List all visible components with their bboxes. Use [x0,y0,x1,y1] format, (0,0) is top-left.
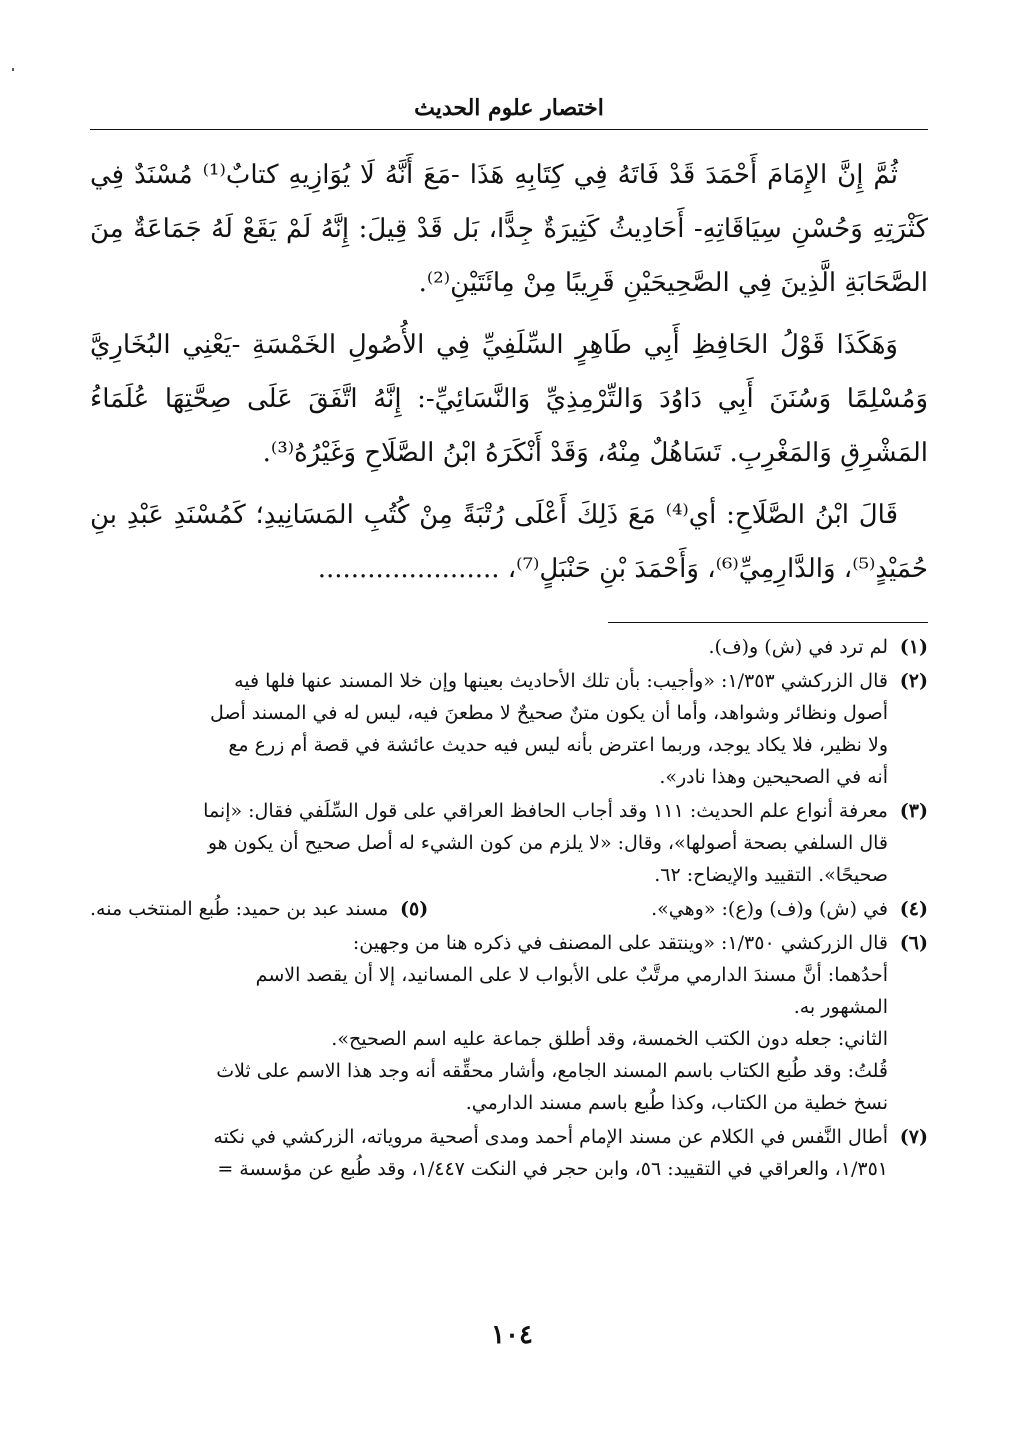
footnote-5 [90,893,428,925]
footnote-3 [90,795,928,891]
footnote-text [90,1121,888,1185]
footnote-line: نسخ خطية من الكتاب، وكذا طُبع باسم مسند الدارمي. [465,1092,888,1114]
footnote-line: ١/٣٥١، والعراقي في التقييد: ٥٦، وابن حجر في النكت ١/٤٤٧، وقد طُبع عن مؤسسة = [217,1158,888,1180]
footnote-text: لم ترد في (ش) و(ف). [708,636,888,658]
footnote-number: (٥) [400,898,429,920]
footnote-line: المشهور به. [793,996,888,1018]
footnote-separator [608,622,928,623]
footnote-1 [90,631,928,663]
footnote-line: قُلتُ: وقد طُبع الكتاب باسم المسند الجامع، وأشار محقِّقه أنه وجد هذا الاسم على ثلاث [216,1060,888,1082]
footnote-4 [651,893,928,925]
footnote-number: (٣) [899,800,928,822]
footnote-line: أطال النَّفس في الكلام عن مسند الإمام أحمد ومدى أصحية مروياته، الزركشي في نكته [213,1126,888,1148]
footnote-number: (٦) [899,932,928,954]
footnote-number: (٧) [899,1126,928,1148]
footnote-text: مسند عبد بن حميد: طُبع المنتخب منه. [90,898,389,920]
footnote-line: أنه في الصحيحين وهذا نادر». [659,766,888,788]
footnote-line: قال الزركشي ١/٣٥٠: «وينتقد على المصنف في ذكره هنا من وجهين: [352,932,888,954]
footnote-text: في (ش) و(ف) و(ع): «وهي». [651,898,888,920]
footnote-text [90,927,888,1119]
footnote-line: قال السلفي بصحة أصولها»، وقال: «لا يلزم من كون الشيء له أصل صحيح أن يكون هو [207,832,888,854]
main-paragraph: قَالَ ابْنُ الصَّلَاحِ: أي⁽⁴⁾ مَعَ ذَلِكَ أَعْلَى رُتْبَةً مِنْ كُتُبِ المَسَانِيدِ؛ كَمُسْنَدِ عَبْدِ بنِ حُمَيْدٍ⁽⁵⁾، وَالدَّارِمِيِّ⁽⁶⁾، وَأَحْمَدَ بْنِ حَنْبَلٍ⁽⁷⁾، ...................... [90,500,928,584]
footnote-7 [90,1121,928,1185]
main-text [90,148,928,596]
footnote-6 [90,927,928,1119]
scan-speck [12,68,14,71]
main-paragraph: وَهَكَذَا قَوْلُ الحَافِظِ أَبِي طَاهِرٍ السِّلَفِيِّ فِي الأُصُولِ الخَمْسَةِ -يَعْنِي البُخَارِيَّ وَمُسْلِمًا وَسُنَنَ أَبِي دَاوُدَ وَالتِّرْمِذِيِّ وَالنَّسَائِيِّ-: إِنَّهُ اتَّفَقَ عَلَى صِحَّتِهَا عُلَمَاءُ المَشْرِقِ وَالمَغْرِبِ. تَسَاهُلٌ مِنْهُ، وَقَدْ أَنْكَرَهُ ابْنُ الصَّلَاحِ وَغَيْرُهُ⁽³⁾. [90,330,928,468]
footnote-2 [90,665,928,793]
footnote-text [90,795,888,891]
page-number: ١٠٤ [491,1320,533,1350]
footnote-line: أصول ونظائر وشواهد، وأما أن يكون متنٌ صحيحٌ لا مطعنَ فيه، ليس له في المسند أصل [209,702,888,724]
footnote-line: الثاني: جعله دون الكتب الخمسة، وقد أطلق جماعة عليه اسم الصحيح». [331,1028,888,1050]
footnote-text [90,665,888,793]
footnote-line: صحيحًا». التقييد والإيضاح: ٦٢. [654,864,888,886]
footnote-line: ولا نظير، فلا يكاد يوجد، وربما اعترض بأنه ليس فيه حديث عائشة في قصة أم زرع مع [228,734,888,756]
page-body [90,95,928,1187]
footnote-number: (١) [899,636,928,658]
footnote-number: (٢) [899,670,928,692]
footnote-line: قال الزركشي ١/٣٥٣: «وأجيب: بأن تلك الأحاديث بعينها وإن خلا المسند عنها فلها فيه [234,670,888,692]
footnote-line: معرفة أنواع علم الحديث: ١١١ وقد أجاب الحافظ العراقي على قول السِّلَفي فقال: «إنما [203,800,888,822]
footnotes-4-5-row [90,893,928,925]
footnotes [90,631,928,1185]
footnote-line: أحدُهما: أنَّ مسندَ الدارمي مرتَّبٌ على الأبواب لا على المسانيد، إلا أن يقصد الاسم [255,964,888,986]
running-title: اختصار علوم الحديث [90,95,928,130]
footnote-number: (٤) [899,898,928,920]
main-paragraph: ثُمَّ إِنَّ الإِمَامَ أَحْمَدَ قَدْ فَاتَهُ فِي كِتَابِهِ هَذَا -مَعَ أَنَّهُ لَا يُوَازِيهِ كتابٌ⁽¹⁾ مُسْنَدٌ فِي كَثْرَتِهِ وَحُسْنِ سِيَاقَاتِهِ- أَحَادِيثُ كَثِيرَةٌ جِدًّا، بَل قَدْ قِيلَ: إِنَّهُ لَمْ يَقَعْ لَهُ جَمَاعَةٌ مِنَ الصَّحَابَةِ الَّذِينَ فِي الصَّحِيحَيْنِ قَرِيبًا مِنْ مِائَتَيْنِ⁽²⁾. [90,160,928,298]
